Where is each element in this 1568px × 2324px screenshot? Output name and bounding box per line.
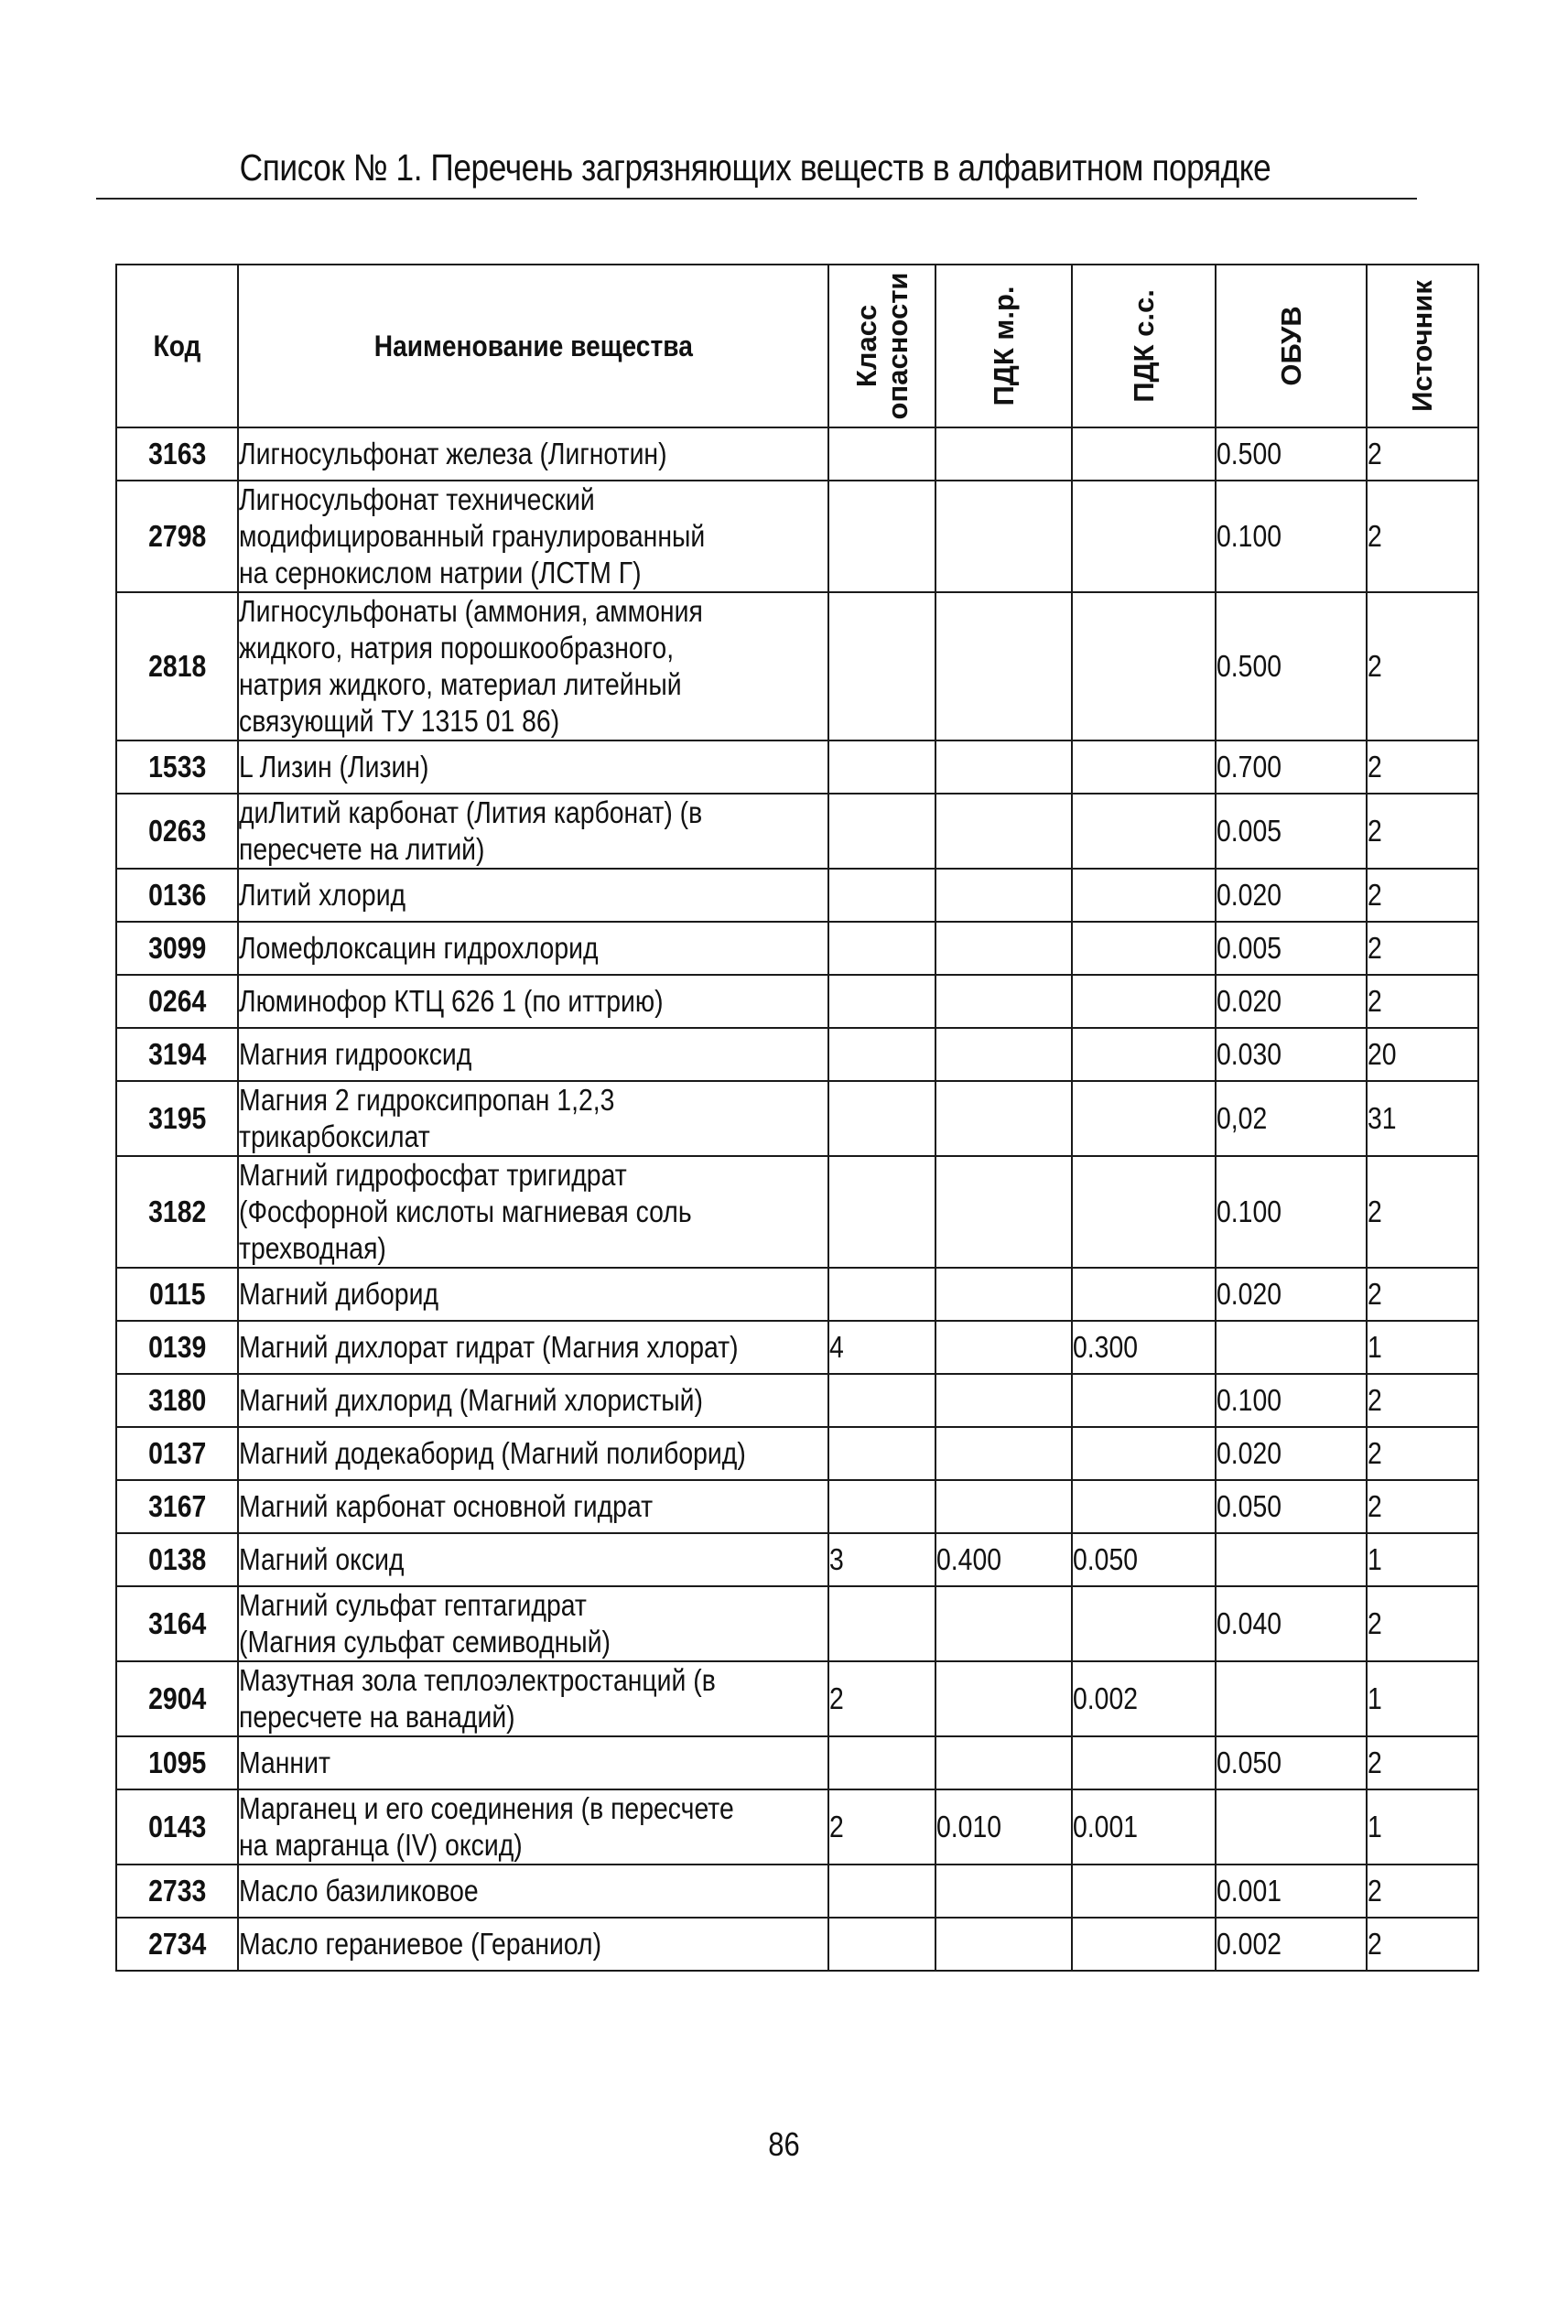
page-title: Список № 1. Перечень загрязняющих веществ в алфавитном порядке [239, 146, 1271, 189]
cell-source: 1 [1367, 1321, 1478, 1374]
table-header-row [116, 265, 1478, 427]
cell-name: Магний додекаборид (Магний полиборид) [238, 1427, 828, 1480]
cell-hazard-class [828, 481, 935, 592]
cell-pdk-mr [935, 1661, 1072, 1736]
cell-hazard-class: 2 [828, 1789, 935, 1865]
cell-source: 1 [1367, 1533, 1478, 1586]
table-row [116, 975, 1478, 1028]
cell-name: Лигносульфонаты (аммония, аммония жидкого, натрия порошкообразного, натрия жидкого, материал литейный связующий ТУ 1315 01 86) [238, 592, 828, 740]
cell-pdk-mr [935, 1321, 1072, 1374]
cell-pdk-ss [1072, 975, 1216, 1028]
cell-pdk-mr [935, 869, 1072, 922]
header-pdk-ss: ПДК с.с. [1072, 265, 1216, 427]
header-hazard-class: Класс опасности [828, 265, 935, 427]
substances-table [115, 264, 1479, 1972]
cell-name: Магний оксид [238, 1533, 828, 1586]
cell-source: 2 [1367, 481, 1478, 592]
cell-pdk-mr [935, 427, 1072, 481]
cell-pdk-ss: 0.300 [1072, 1321, 1216, 1374]
cell-code: 3195 [116, 1081, 238, 1156]
cell-obuv [1216, 1661, 1367, 1736]
table-row [116, 1480, 1478, 1533]
cell-name: Ломефлоксацин гидрохлорид [238, 922, 828, 975]
cell-pdk-mr [935, 1427, 1072, 1480]
cell-pdk-ss [1072, 1156, 1216, 1268]
cell-code: 0138 [116, 1533, 238, 1586]
table-row [116, 1789, 1478, 1865]
cell-obuv: 0.050 [1216, 1736, 1367, 1789]
cell-pdk-mr [935, 975, 1072, 1028]
table-row [116, 592, 1478, 740]
cell-source: 1 [1367, 1661, 1478, 1736]
cell-pdk-ss [1072, 481, 1216, 592]
cell-hazard-class [828, 1736, 935, 1789]
cell-hazard-class [828, 427, 935, 481]
cell-code: 3163 [116, 427, 238, 481]
table-row [116, 922, 1478, 975]
cell-obuv: 0.001 [1216, 1865, 1367, 1918]
cell-obuv: 0.005 [1216, 922, 1367, 975]
cell-source: 2 [1367, 794, 1478, 869]
cell-code: 2904 [116, 1661, 238, 1736]
cell-name: Марганец и его соединения (в пересчете на марганца (IV) оксид) [238, 1789, 828, 1865]
cell-name: L Лизин (Лизин) [238, 740, 828, 794]
cell-source: 2 [1367, 1268, 1478, 1321]
cell-hazard-class [828, 1865, 935, 1918]
cell-obuv: 0.100 [1216, 1374, 1367, 1427]
title-rule [96, 198, 1417, 200]
cell-name: Литий хлорид [238, 869, 828, 922]
cell-pdk-mr [935, 592, 1072, 740]
cell-source: 2 [1367, 1156, 1478, 1268]
cell-obuv: 0.005 [1216, 794, 1367, 869]
table-row [116, 1321, 1478, 1374]
cell-name: Магний карбонат основной гидрат [238, 1480, 828, 1533]
cell-pdk-ss [1072, 1374, 1216, 1427]
cell-obuv: 0.020 [1216, 1427, 1367, 1480]
cell-pdk-ss [1072, 1028, 1216, 1081]
cell-pdk-mr [935, 794, 1072, 869]
cell-source: 31 [1367, 1081, 1478, 1156]
cell-source: 20 [1367, 1028, 1478, 1081]
cell-code: 0264 [116, 975, 238, 1028]
cell-hazard-class [828, 1268, 935, 1321]
cell-code: 3194 [116, 1028, 238, 1081]
cell-pdk-mr: 0.400 [935, 1533, 1072, 1586]
cell-pdk-mr [935, 1374, 1072, 1427]
header-source: Источник [1367, 265, 1478, 427]
table-row [116, 1374, 1478, 1427]
cell-code: 0137 [116, 1427, 238, 1480]
cell-pdk-mr [935, 1480, 1072, 1533]
cell-name: Маннит [238, 1736, 828, 1789]
cell-source: 2 [1367, 592, 1478, 740]
cell-pdk-ss [1072, 1918, 1216, 1971]
cell-hazard-class [828, 592, 935, 740]
cell-pdk-mr [935, 1081, 1072, 1156]
header-pdk-mr: ПДК м.р. [935, 265, 1072, 427]
cell-pdk-mr [935, 481, 1072, 592]
cell-source: 2 [1367, 1480, 1478, 1533]
table-row [116, 481, 1478, 592]
cell-code: 3180 [116, 1374, 238, 1427]
cell-name: Люминофор КТЦ 626 1 (по иттрию) [238, 975, 828, 1028]
cell-pdk-ss [1072, 1480, 1216, 1533]
cell-code: 2818 [116, 592, 238, 740]
cell-source: 2 [1367, 975, 1478, 1028]
cell-obuv: 0.020 [1216, 975, 1367, 1028]
cell-pdk-mr [935, 1268, 1072, 1321]
cell-code: 3164 [116, 1586, 238, 1661]
cell-obuv: 0.100 [1216, 481, 1367, 592]
cell-name: Магния гидрооксид [238, 1028, 828, 1081]
cell-pdk-mr [935, 1156, 1072, 1268]
cell-pdk-mr [935, 922, 1072, 975]
cell-pdk-mr [935, 1586, 1072, 1661]
cell-name: Мазутная зола теплоэлектростанций (в пересчете на ванадий) [238, 1661, 828, 1736]
cell-hazard-class [828, 740, 935, 794]
cell-name: Магний дихлорид (Магний хлористый) [238, 1374, 828, 1427]
cell-pdk-ss [1072, 1586, 1216, 1661]
cell-source: 2 [1367, 1865, 1478, 1918]
cell-source: 2 [1367, 1374, 1478, 1427]
cell-obuv [1216, 1533, 1367, 1586]
table-row [116, 740, 1478, 794]
cell-pdk-ss: 0.002 [1072, 1661, 1216, 1736]
cell-hazard-class [828, 794, 935, 869]
cell-name: Магний гидрофосфат тригидрат (Фосфорной кислоты магниевая соль трехводная) [238, 1156, 828, 1268]
cell-pdk-ss [1072, 1736, 1216, 1789]
cell-source: 2 [1367, 869, 1478, 922]
cell-code: 0136 [116, 869, 238, 922]
cell-code: 2798 [116, 481, 238, 592]
table-row [116, 1533, 1478, 1586]
cell-pdk-ss [1072, 1427, 1216, 1480]
header-obuv: ОБУВ [1216, 265, 1367, 427]
header-name: Наименование вещества [238, 265, 828, 427]
cell-source: 2 [1367, 427, 1478, 481]
cell-pdk-mr [935, 1028, 1072, 1081]
cell-name: Магния 2 гидроксипропан 1,2,3 трикарбоксилат [238, 1081, 828, 1156]
cell-code: 1095 [116, 1736, 238, 1789]
cell-name: Лигносульфонат железа (Лигнотин) [238, 427, 828, 481]
cell-source: 2 [1367, 1918, 1478, 1971]
cell-code: 3099 [116, 922, 238, 975]
cell-code: 0139 [116, 1321, 238, 1374]
cell-pdk-ss [1072, 1865, 1216, 1918]
cell-hazard-class [828, 1156, 935, 1268]
cell-obuv: 0.500 [1216, 592, 1367, 740]
cell-hazard-class: 3 [828, 1533, 935, 1586]
cell-pdk-ss [1072, 740, 1216, 794]
cell-obuv: 0.700 [1216, 740, 1367, 794]
cell-hazard-class [828, 1586, 935, 1661]
cell-pdk-mr [935, 1736, 1072, 1789]
cell-pdk-ss [1072, 794, 1216, 869]
cell-pdk-ss [1072, 869, 1216, 922]
cell-code: 0143 [116, 1789, 238, 1865]
cell-pdk-mr [935, 740, 1072, 794]
cell-obuv: 0,02 [1216, 1081, 1367, 1156]
cell-source: 2 [1367, 740, 1478, 794]
table-row [116, 869, 1478, 922]
cell-code: 0115 [116, 1268, 238, 1321]
cell-obuv: 0.020 [1216, 1268, 1367, 1321]
cell-source: 2 [1367, 922, 1478, 975]
cell-source: 2 [1367, 1736, 1478, 1789]
table-row [116, 1081, 1478, 1156]
cell-pdk-ss: 0.050 [1072, 1533, 1216, 1586]
cell-source: 1 [1367, 1789, 1478, 1865]
table-row [116, 794, 1478, 869]
cell-obuv [1216, 1321, 1367, 1374]
cell-pdk-ss [1072, 592, 1216, 740]
table-row [116, 1736, 1478, 1789]
cell-source: 2 [1367, 1586, 1478, 1661]
cell-obuv: 0.040 [1216, 1586, 1367, 1661]
cell-name: Лигносульфонат технический модифицированный гранулированный на сернокислом натрии (ЛСТМ Г) [238, 481, 828, 592]
cell-hazard-class [828, 1374, 935, 1427]
cell-obuv: 0.500 [1216, 427, 1367, 481]
table-row [116, 1661, 1478, 1736]
cell-source: 2 [1367, 1427, 1478, 1480]
cell-code: 1533 [116, 740, 238, 794]
cell-name: диЛитий карбонат (Лития карбонат) (в пересчете на литий) [238, 794, 828, 869]
table-row [116, 1586, 1478, 1661]
cell-code: 3182 [116, 1156, 238, 1268]
cell-pdk-mr [935, 1865, 1072, 1918]
cell-code: 2733 [116, 1865, 238, 1918]
cell-hazard-class [828, 975, 935, 1028]
table-row [116, 1156, 1478, 1268]
cell-pdk-ss: 0.001 [1072, 1789, 1216, 1865]
cell-obuv: 0.020 [1216, 869, 1367, 922]
cell-code: 3167 [116, 1480, 238, 1533]
table-row [116, 1268, 1478, 1321]
cell-pdk-mr: 0.010 [935, 1789, 1072, 1865]
cell-name: Масло гераниевое (Гераниол) [238, 1918, 828, 1971]
header-code: Код [116, 265, 238, 427]
cell-hazard-class [828, 1427, 935, 1480]
cell-hazard-class: 2 [828, 1661, 935, 1736]
cell-hazard-class [828, 869, 935, 922]
cell-name: Магний диборид [238, 1268, 828, 1321]
cell-hazard-class [828, 1918, 935, 1971]
cell-hazard-class: 4 [828, 1321, 935, 1374]
table-row [116, 1427, 1478, 1480]
page-number: 86 [768, 2125, 800, 2163]
cell-obuv [1216, 1789, 1367, 1865]
cell-hazard-class [828, 1480, 935, 1533]
cell-code: 0263 [116, 794, 238, 869]
table-row [116, 427, 1478, 481]
cell-pdk-ss [1072, 1081, 1216, 1156]
cell-pdk-ss [1072, 427, 1216, 481]
table-row [116, 1918, 1478, 1971]
cell-name: Магний дихлорат гидрат (Магния хлорат) [238, 1321, 828, 1374]
cell-name: Магний сульфат гептагидрат (Магния сульфат семиводный) [238, 1586, 828, 1661]
table-row [116, 1865, 1478, 1918]
cell-obuv: 0.002 [1216, 1918, 1367, 1971]
cell-pdk-mr [935, 1918, 1072, 1971]
cell-obuv: 0.030 [1216, 1028, 1367, 1081]
cell-obuv: 0.050 [1216, 1480, 1367, 1533]
cell-hazard-class [828, 1081, 935, 1156]
table-row [116, 1028, 1478, 1081]
table-body [116, 427, 1478, 1971]
cell-code: 2734 [116, 1918, 238, 1971]
cell-pdk-ss [1072, 922, 1216, 975]
cell-hazard-class [828, 1028, 935, 1081]
cell-pdk-ss [1072, 1268, 1216, 1321]
cell-name: Масло базиликовое [238, 1865, 828, 1918]
cell-obuv: 0.100 [1216, 1156, 1367, 1268]
cell-hazard-class [828, 922, 935, 975]
